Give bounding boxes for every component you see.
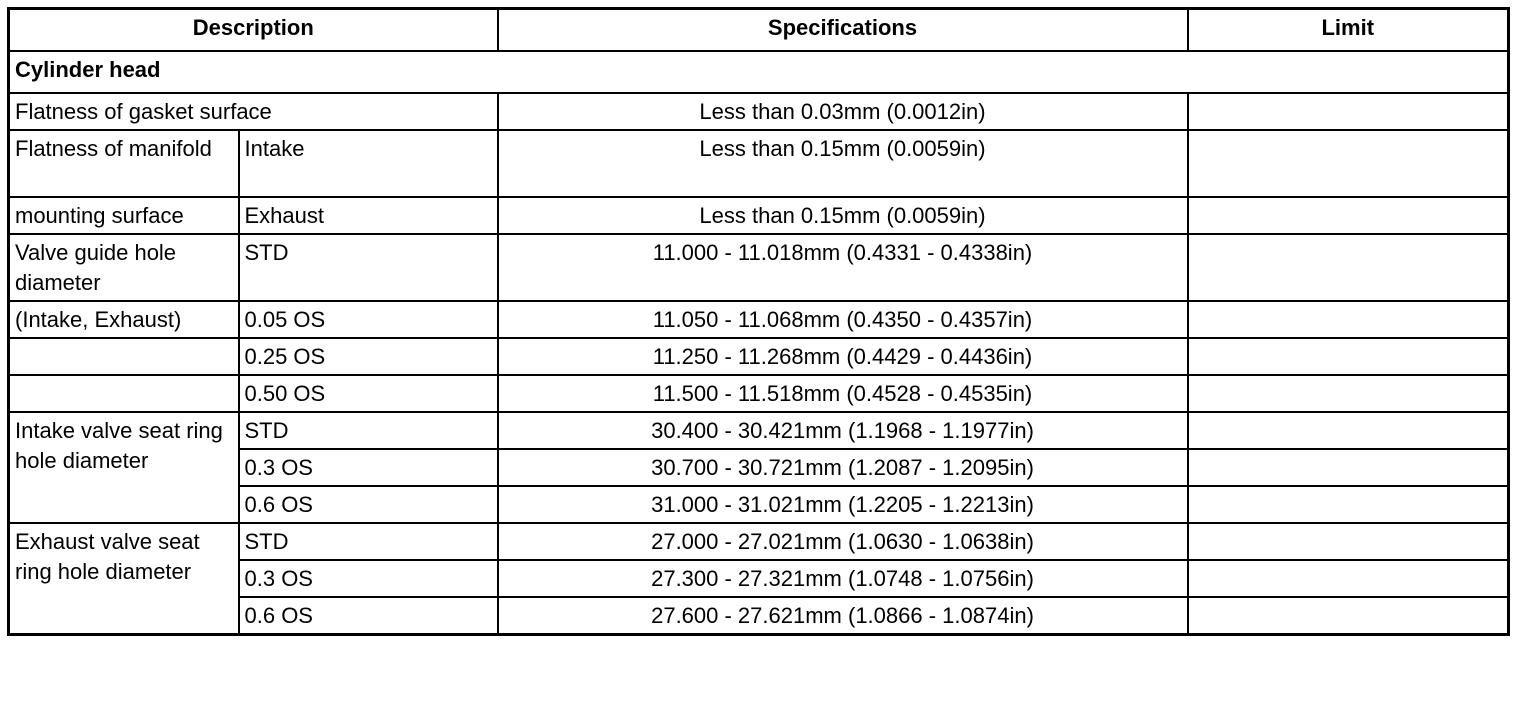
row-label: mounting surface	[9, 197, 239, 234]
row-sub: 0.6 OS	[239, 486, 498, 523]
row-limit	[1188, 301, 1509, 338]
row-spec: 27.600 - 27.621mm (1.0866 - 1.0874in)	[498, 597, 1188, 634]
spec-table	[7, 7, 1510, 636]
row-label: Exhaust valve seat ring hole diameter	[9, 523, 239, 634]
row-spec: 30.700 - 30.721mm (1.2087 - 1.2095in)	[498, 449, 1188, 486]
row-limit	[1188, 375, 1509, 412]
row-spec: 11.500 - 11.518mm (0.4528 - 0.4535in)	[498, 375, 1188, 412]
row-spec: 11.250 - 11.268mm (0.4429 - 0.4436in)	[498, 338, 1188, 375]
row-label: Flatness of gasket surface	[9, 93, 498, 130]
row-limit	[1188, 412, 1509, 449]
row-sub: Intake	[239, 130, 498, 197]
row-sub: 0.3 OS	[239, 560, 498, 597]
row-label	[9, 375, 239, 412]
header-limit: Limit	[1188, 9, 1509, 52]
table-row	[9, 130, 1509, 197]
row-label: (Intake, Exhaust)	[9, 301, 239, 338]
table-row	[9, 93, 1509, 130]
row-limit	[1188, 197, 1509, 234]
row-limit	[1188, 560, 1509, 597]
row-label: Valve guide hole diameter	[9, 234, 239, 301]
table-row	[9, 301, 1509, 338]
row-sub: 0.25 OS	[239, 338, 498, 375]
row-label: Intake valve seat ring hole diameter	[9, 412, 239, 523]
row-sub: 0.50 OS	[239, 375, 498, 412]
table-row	[9, 338, 1509, 375]
row-limit	[1188, 523, 1509, 560]
row-spec: 27.000 - 27.021mm (1.0630 - 1.0638in)	[498, 523, 1188, 560]
table-row	[9, 197, 1509, 234]
table-row	[9, 523, 1509, 560]
table-row	[9, 412, 1509, 449]
section-row	[9, 51, 1509, 93]
row-spec: 27.300 - 27.321mm (1.0748 - 1.0756in)	[498, 560, 1188, 597]
row-sub: 0.6 OS	[239, 597, 498, 634]
row-limit	[1188, 449, 1509, 486]
row-sub: STD	[239, 412, 498, 449]
row-sub: 0.05 OS	[239, 301, 498, 338]
row-limit	[1188, 486, 1509, 523]
header-specifications: Specifications	[498, 9, 1188, 52]
row-label: Flatness of manifold	[9, 130, 239, 197]
row-limit	[1188, 234, 1509, 301]
row-limit	[1188, 93, 1509, 130]
row-limit	[1188, 597, 1509, 634]
row-limit	[1188, 130, 1509, 197]
row-spec: Less than 0.03mm (0.0012in)	[498, 93, 1188, 130]
row-sub: STD	[239, 234, 498, 301]
row-limit	[1188, 338, 1509, 375]
row-sub: Exhaust	[239, 197, 498, 234]
header-description: Description	[9, 9, 498, 52]
row-spec: Less than 0.15mm (0.0059in)	[498, 197, 1188, 234]
table-row	[9, 234, 1509, 301]
header-row	[9, 9, 1509, 52]
row-spec: 31.000 - 31.021mm (1.2205 - 1.2213in)	[498, 486, 1188, 523]
row-sub: STD	[239, 523, 498, 560]
section-title: Cylinder head	[9, 51, 1509, 93]
row-spec: 11.000 - 11.018mm (0.4331 - 0.4338in)	[498, 234, 1188, 301]
row-spec: 30.400 - 30.421mm (1.1968 - 1.1977in)	[498, 412, 1188, 449]
row-spec: 11.050 - 11.068mm (0.4350 - 0.4357in)	[498, 301, 1188, 338]
table-row	[9, 375, 1509, 412]
row-spec: Less than 0.15mm (0.0059in)	[498, 130, 1188, 197]
row-label	[9, 338, 239, 375]
row-sub: 0.3 OS	[239, 449, 498, 486]
